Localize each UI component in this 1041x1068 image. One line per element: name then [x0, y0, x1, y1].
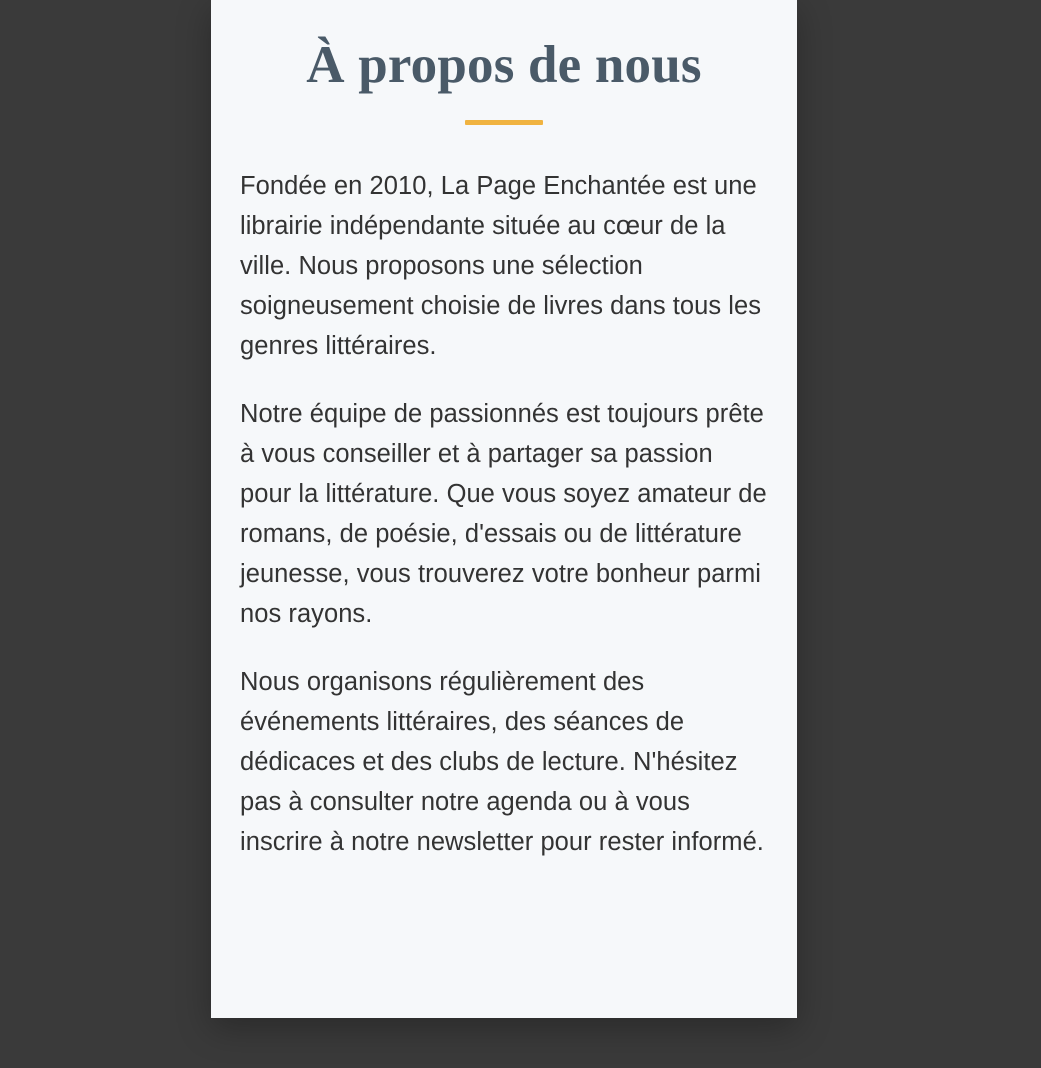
about-section-card [211, 0, 797, 1018]
about-paragraph-3: Nous organisons régulièrement des événements littéraires, des séances de dédicaces et des clubs de lecture. N'hésitez pas à consulter notre agenda ou à vous inscrire à notre newsletter pour rester informé. [240, 668, 764, 856]
title-accent-rule [465, 120, 543, 125]
about-body [240, 166, 768, 862]
page-title: À propos de nous [306, 36, 702, 94]
about-header [240, 0, 768, 125]
about-paragraph-1: Fondée en 2010, La Page Enchantée est une librairie indépendante située au cœur de la ville. Nous proposons une sélection soigneusement choisie de livres dans tous les genres littéraires. [240, 172, 762, 360]
about-paragraph-2: Notre équipe de passionnés est toujours prête à vous conseiller et à partager sa passion pour la littérature. Que vous soyez amateur de romans, de poésie, d'essais ou de littérature jeunesse, vous trouverez votre bonheur parmi nos rayons. [240, 400, 767, 628]
